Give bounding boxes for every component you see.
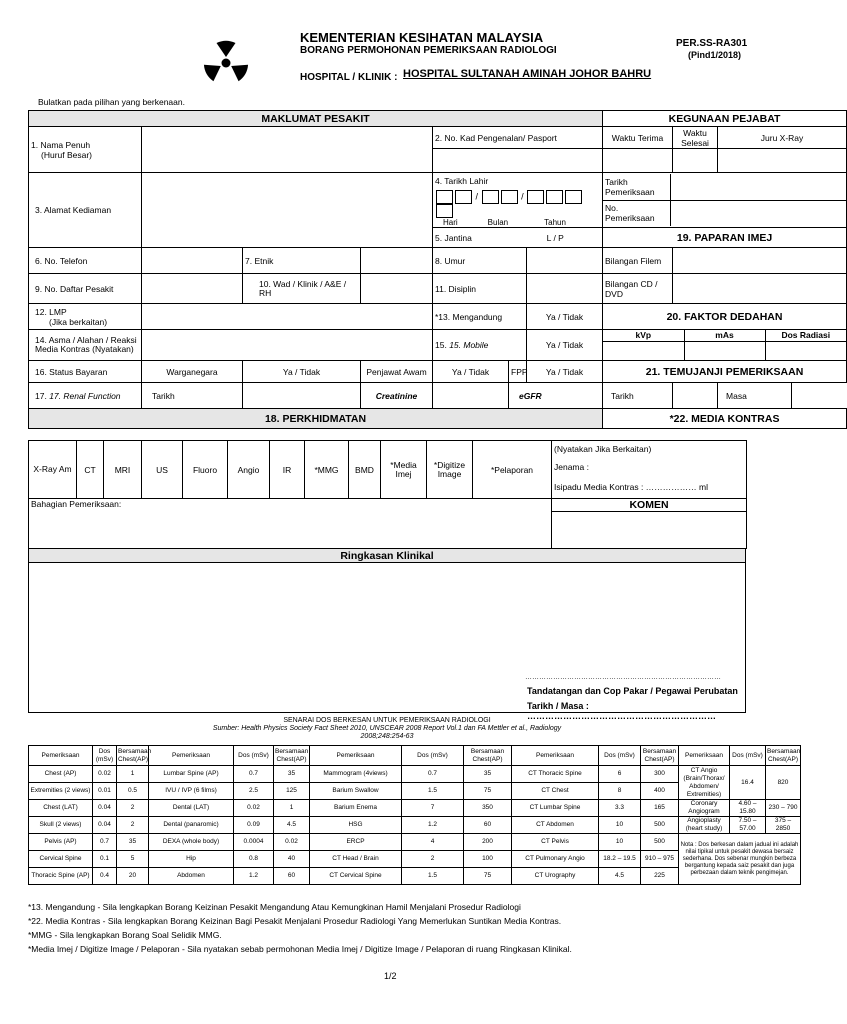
dose-cell: Extremities (2 views) xyxy=(29,783,93,800)
service-angio[interactable]: Angio xyxy=(228,441,270,499)
appt-date-label: Tarikh xyxy=(603,383,673,409)
xray-staff-label: Juru X-Ray xyxy=(718,127,847,149)
dose-cell: 2 xyxy=(402,851,464,868)
dose-cell: CT Angio (Brain/Thorax/ Abdomen/ Extremities) xyxy=(679,766,730,800)
dose-cell: Coronary Angiogram xyxy=(679,800,730,817)
dose-header-dose: Dos (mSv) xyxy=(402,746,464,766)
discipline-field[interactable] xyxy=(527,274,603,304)
renal-label: 17. 17. Renal Function xyxy=(29,383,142,409)
dose-cell: CT Lumbar Spine xyxy=(512,800,599,817)
dose-cell: 4 xyxy=(402,834,464,851)
age-field[interactable] xyxy=(527,248,603,274)
dose-header-dose: Dos (mSv) xyxy=(599,746,641,766)
mobile-label: 15. 15. Mobile xyxy=(433,330,527,361)
dose-cell: 0.02 xyxy=(274,834,310,851)
clinical-header: Ringkasan Klinikal xyxy=(29,549,746,563)
contrast-header: *22. MEDIA KONTRAS xyxy=(603,409,847,429)
service-mmg[interactable]: *MMG xyxy=(305,441,349,499)
service-mri[interactable]: MRI xyxy=(104,441,142,499)
patient-section-header: MAKLUMAT PESAKIT xyxy=(29,111,603,127)
mobile-options[interactable]: Ya / Tidak xyxy=(527,330,603,361)
dose-cell: 6 xyxy=(599,766,641,783)
ward-label: 10. Wad / Klinik / A&E / RH xyxy=(243,274,361,304)
time-received-field[interactable] xyxy=(603,149,673,173)
dose-cell: 1.2 xyxy=(234,868,274,885)
hospital-label: HOSPITAL / KLINIK : xyxy=(300,72,398,83)
time-completed-label: Waktu Selesai xyxy=(673,127,718,149)
dose-cell: 500 xyxy=(641,817,679,834)
dose-header-dose: Dos (mSv) xyxy=(730,746,766,766)
instruction: Bulatkan pada pilihan yang berkenaan. xyxy=(38,97,185,107)
citizen-options[interactable]: Ya / Tidak xyxy=(243,361,361,383)
dose-cell: 7.50 – 57.00 xyxy=(730,817,766,834)
dose-cell: 125 xyxy=(274,783,310,800)
dose-cell: CT Urography xyxy=(512,868,599,885)
dose-cell: Pelvis (AP) xyxy=(29,834,93,851)
service-bmd[interactable]: BMD xyxy=(349,441,381,499)
dose-cell: 400 xyxy=(641,783,679,800)
dose-cell: 4.60 – 15.80 xyxy=(730,800,766,817)
dose-cell: 0.1 xyxy=(93,851,117,868)
page-number: 1/2 xyxy=(384,971,397,981)
footnote: *22. Media Kontras - Sila lengkapkan Borang Keizinan Bagi Pesakit Menjalani Prosedur Radiologi Yang Memerlukan Suntikan Media Kontras. xyxy=(28,916,562,926)
exposure-fields[interactable]: kVp mAs Dos Radiasi xyxy=(603,330,847,361)
clinical-table xyxy=(28,548,746,721)
dose-cell: CT Chest xyxy=(512,783,599,800)
dose-cell: 1.5 xyxy=(402,783,464,800)
dose-cell: 4.5 xyxy=(274,817,310,834)
dose-cell: 0.5 xyxy=(117,783,149,800)
civil-servant-label: Penjawat Awam xyxy=(361,361,433,383)
reg-label: 9. No. Daftar Pesakit xyxy=(29,274,142,304)
lmp-field[interactable] xyxy=(142,304,433,330)
dose-cell: 2.5 xyxy=(234,783,274,800)
hospital-name[interactable]: HOSPITAL SULTANAH AMINAH JOHOR BAHRU xyxy=(403,68,652,80)
egfr-label: eGFR xyxy=(509,383,603,409)
table-row xyxy=(29,800,801,817)
dose-cell: Angioplasty (heart study) xyxy=(679,817,730,834)
dose-cell: 60 xyxy=(274,868,310,885)
cd-count-field[interactable] xyxy=(673,274,847,304)
age-label: 8. Umur xyxy=(433,248,527,274)
contrast-details[interactable]: (Nyatakan Jika Berkaitan) Jenama : Isipadu Media Kontras : ……………… ml xyxy=(552,441,747,499)
dose-cell: Dental (LAT) xyxy=(149,800,234,817)
dose-header-dose: Dos (mSv) xyxy=(93,746,117,766)
dose-header-eq: Bersamaan Chest(AP) xyxy=(464,746,512,766)
phone-label: 6. No. Telefon xyxy=(29,248,142,274)
dose-header-eq: Bersamaan Chest(AP) xyxy=(117,746,149,766)
dose-cell: 100 xyxy=(464,851,512,868)
dose-cell: Hip xyxy=(149,851,234,868)
dose-header-eq: Bersamaan Chest(AP) xyxy=(274,746,310,766)
xray-staff-field[interactable] xyxy=(718,149,847,173)
dose-cell: 200 xyxy=(464,834,512,851)
service-media-image[interactable]: *Media Imej xyxy=(381,441,427,499)
dose-cell: 0.09 xyxy=(234,817,274,834)
address-label: 3. Alamat Kediaman xyxy=(29,173,142,248)
dose-cell: 300 xyxy=(641,766,679,783)
dose-cell: 910 – 975 xyxy=(641,851,679,868)
ward-field[interactable] xyxy=(361,274,433,304)
fpp-label: FPP xyxy=(509,361,527,383)
dose-cell: 8 xyxy=(599,783,641,800)
dose-cell: 7 xyxy=(402,800,464,817)
appt-date-field[interactable] xyxy=(673,383,718,409)
lmp-label: 12. LMP (Jika berkaitan) xyxy=(29,304,142,330)
dose-cell: CT Cervical Spine xyxy=(310,868,402,885)
service-us[interactable]: US xyxy=(142,441,183,499)
dose-header-eq: Bersamaan Chest(AP) xyxy=(641,746,679,766)
dose-cell: IVU / IVP (6 films) xyxy=(149,783,234,800)
dose-cell: 75 xyxy=(464,868,512,885)
dose-header-exam: Pemeriksaan xyxy=(512,746,599,766)
footnote: *13. Mengandung - Sila lengkapkan Borang Keizinan Pesakit Mengandung Atau Kemungkinan Hamil Menjalani Prosedur Radiologi xyxy=(28,902,521,912)
creatinine-field[interactable] xyxy=(433,383,509,409)
dose-cell: 0.02 xyxy=(234,800,274,817)
signature-label: Tandatangan dan Cop Pakar / Pegawai Perubatan xyxy=(527,686,738,696)
name-label: 1. Nama Penuh (Huruf Besar) xyxy=(29,127,142,173)
comment-box[interactable]: KOMEN xyxy=(552,499,747,549)
dose-cell: 0.04 xyxy=(93,817,117,834)
dose-cell: 5 xyxy=(117,851,149,868)
dose-cell: Chest (AP) xyxy=(29,766,93,783)
reg-field[interactable] xyxy=(142,274,243,304)
dose-cell: 230 – 790 xyxy=(766,800,801,817)
creatinine-label: Creatinine xyxy=(361,383,433,409)
ethnic-field[interactable] xyxy=(361,248,433,274)
dose-cell: Thoracic Spine (AP) xyxy=(29,868,93,885)
dose-cell: 350 xyxy=(464,800,512,817)
dose-header-exam: Pemeriksaan xyxy=(310,746,402,766)
exam-part-field[interactable]: Bahagian Pemeriksaan: xyxy=(29,499,552,549)
dose-cell: Lumbar Spine (AP) xyxy=(149,766,234,783)
dose-cell: 20 xyxy=(117,868,149,885)
cd-count-label: Bilangan CD / DVD xyxy=(603,274,673,304)
dose-cell: 500 xyxy=(641,834,679,851)
patient-form-table xyxy=(28,110,847,429)
dose-header-dose: Dos (mSv) xyxy=(234,746,274,766)
dose-cell: 1.5 xyxy=(402,868,464,885)
dob-field[interactable]: 4. Tarikh Lahir / / Hari Bulan Tahun xyxy=(433,173,603,228)
dose-cell: 2 xyxy=(117,800,149,817)
dose-cell: 225 xyxy=(641,868,679,885)
service-digitize-image[interactable]: *Digitize Image xyxy=(427,441,473,499)
dose-cell: 18.2 – 19.5 xyxy=(599,851,641,868)
dose-cell: 4.5 xyxy=(599,868,641,885)
time-received-label: Waktu Terima xyxy=(603,127,673,149)
dose-cell: 1.2 xyxy=(402,817,464,834)
appt-time-label: Masa xyxy=(718,383,792,409)
dose-cell: 1 xyxy=(117,766,149,783)
dose-cell: Mammogram (4views) xyxy=(310,766,402,783)
dose-cell: 75 xyxy=(464,783,512,800)
dose-header-exam: Pemeriksaan xyxy=(679,746,730,766)
table-row xyxy=(29,817,801,834)
ic-label: 2. No. Kad Pengenalan/ Pasport xyxy=(433,127,603,149)
dose-cell: DEXA (whole body) xyxy=(149,834,234,851)
dose-table-header: SENARAI DOS BERKESAN UNTUK PEMERIKSAAN RADIOLOGI Sumber: Health Physics Society Fact Sheet 2010, UNSCEAR 2008 Report Vol.1 dan FA Mettler et al., Radiology 2008;248:254-63 xyxy=(212,717,562,740)
dose-cell: Dental (panaromic) xyxy=(149,817,234,834)
dose-cell: CT Pulmonary Angio xyxy=(512,851,599,868)
dose-cell: Barium Enema xyxy=(310,800,402,817)
dose-header-exam: Pemeriksaan xyxy=(149,746,234,766)
service-header: 18. PERKHIDMATAN xyxy=(29,409,603,429)
dose-cell: 35 xyxy=(117,834,149,851)
gender-label: 5. Jantina xyxy=(433,228,509,248)
allergy-label: 14. Asma / Alahan / Reaksi Media Kontras (Nyatakan) xyxy=(29,330,142,361)
ic-field[interactable] xyxy=(433,149,603,173)
radiation-icon xyxy=(203,40,249,86)
renal-date-field[interactable] xyxy=(243,383,361,409)
service-fluoro[interactable]: Fluoro xyxy=(183,441,228,499)
office-section-header: KEGUNAAN PEJABAT xyxy=(603,111,847,127)
dose-cell: 1 xyxy=(274,800,310,817)
dose-cell: 0.02 xyxy=(93,766,117,783)
footnote: *Media Imej / Digitize Image / Pelaporan - Sila nyatakan sebab permohonan Media Imej / Digitize Image / Pelaporan di ruang Ringkasan Klinikal. xyxy=(28,944,572,954)
clinical-summary-field[interactable]: ………………………………………………………………………… Tandatangan dan Cop Pakar / Pegawai Perubatan Tarikh / Masa : ……………………………………………………… xyxy=(29,563,746,713)
ministry-title: KEMENTERIAN KESIHATAN MALAYSIA xyxy=(300,30,544,45)
dose-note: Nota : Dos berkesan dalam jadual ini adalah nilai tipikal untuk pesakit dewasa bersaiz sederhana. Dos sebenar mungkin berbeza bergantung kepada saiz pesakit dan juga perbezaan dalam teknik pengimejan. xyxy=(679,834,801,885)
dose-table xyxy=(28,745,801,885)
signature-datetime: Tarikh / Masa : ……………………………………………………… xyxy=(527,701,716,721)
dose-cell: 35 xyxy=(464,766,512,783)
form-version: (Pind1/2018) xyxy=(688,50,742,60)
image-display-header: 19. PAPARAN IMEJ xyxy=(603,228,847,248)
dose-cell: 16.4 xyxy=(730,766,766,800)
fpp-options[interactable]: Ya / Tidak xyxy=(527,361,603,383)
dose-cell: Cervical Spine xyxy=(29,851,93,868)
pregnant-label: *13. Mengandung xyxy=(433,304,527,330)
dose-cell: 0.7 xyxy=(234,766,274,783)
form-title: BORANG PERMOHONAN PEMERIKSAAN RADIOLOGI xyxy=(300,45,557,56)
exposure-header: 20. FAKTOR DEDAHAN xyxy=(603,304,847,330)
film-count-field[interactable] xyxy=(673,248,847,274)
dose-cell: CT Thoracic Spine xyxy=(512,766,599,783)
dose-cell: 820 xyxy=(766,766,801,800)
gender-options[interactable]: L / P xyxy=(509,228,603,248)
discipline-label: 11. Disiplin xyxy=(433,274,527,304)
address-field[interactable] xyxy=(142,173,433,248)
dose-cell: 0.01 xyxy=(93,783,117,800)
film-count-label: Bilangan Filem xyxy=(603,248,673,274)
exam-date-number[interactable]: Tarikh Pemeriksaan No. Pemeriksaan xyxy=(603,173,847,228)
dose-cell: 0.7 xyxy=(93,834,117,851)
dose-cell: CT Pelvis xyxy=(512,834,599,851)
citizen-label: Warganegara xyxy=(142,361,243,383)
dose-cell: 10 xyxy=(599,817,641,834)
table-row xyxy=(29,766,801,783)
dose-cell: Abdomen xyxy=(149,868,234,885)
form-code: PER.SS-RA301 xyxy=(676,38,748,49)
dose-cell: 2 xyxy=(117,817,149,834)
time-completed-field[interactable] xyxy=(673,149,718,173)
renal-date-label: Tarikh xyxy=(142,383,243,409)
dose-cell: 0.8 xyxy=(234,851,274,868)
dose-cell: 10 xyxy=(599,834,641,851)
dose-cell: 165 xyxy=(641,800,679,817)
dose-cell: HSG xyxy=(310,817,402,834)
dose-cell: 3.3 xyxy=(599,800,641,817)
dose-cell: Chest (LAT) xyxy=(29,800,93,817)
dose-cell: CT Head / Brain xyxy=(310,851,402,868)
dose-cell: 0.0004 xyxy=(234,834,274,851)
footnote: *MMG - Sila lengkapkan Borang Soal Selidik MMG. xyxy=(28,930,222,940)
dose-cell: CT Abdomen xyxy=(512,817,599,834)
dose-header-exam: Pemeriksaan xyxy=(29,746,93,766)
allergy-field[interactable] xyxy=(142,330,433,361)
payment-label: 16. Status Bayaran xyxy=(29,361,142,383)
dose-cell: 35 xyxy=(274,766,310,783)
civil-servant-options[interactable]: Ya / Tidak xyxy=(433,361,509,383)
footnotes xyxy=(28,900,572,956)
dose-header-eq: Bersamaan Chest(AP) xyxy=(766,746,801,766)
name-field[interactable] xyxy=(142,127,433,173)
dose-cell: Barium Swallow xyxy=(310,783,402,800)
dose-cell: ERCP xyxy=(310,834,402,851)
phone-field[interactable] xyxy=(142,248,243,274)
appointment-header: 21. TEMUJANJI PEMERIKSAAN xyxy=(603,361,847,383)
ethnic-label: 7. Etnik xyxy=(243,248,361,274)
table-row xyxy=(29,834,801,851)
dose-cell: 0.7 xyxy=(402,766,464,783)
dose-cell: 60 xyxy=(464,817,512,834)
service-xray[interactable]: X-Ray Am xyxy=(29,441,77,499)
service-reporting[interactable]: *Pelaporan xyxy=(473,441,552,499)
dose-cell: 0.4 xyxy=(93,868,117,885)
dose-cell: Skull (2 views) xyxy=(29,817,93,834)
service-table xyxy=(28,440,747,549)
pregnant-options[interactable]: Ya / Tidak xyxy=(527,304,603,330)
dose-cell: 40 xyxy=(274,851,310,868)
dose-cell: 375 – 2850 xyxy=(766,817,801,834)
service-ct[interactable]: CT xyxy=(77,441,104,499)
service-ir[interactable]: IR xyxy=(270,441,305,499)
dose-cell: 0.04 xyxy=(93,800,117,817)
